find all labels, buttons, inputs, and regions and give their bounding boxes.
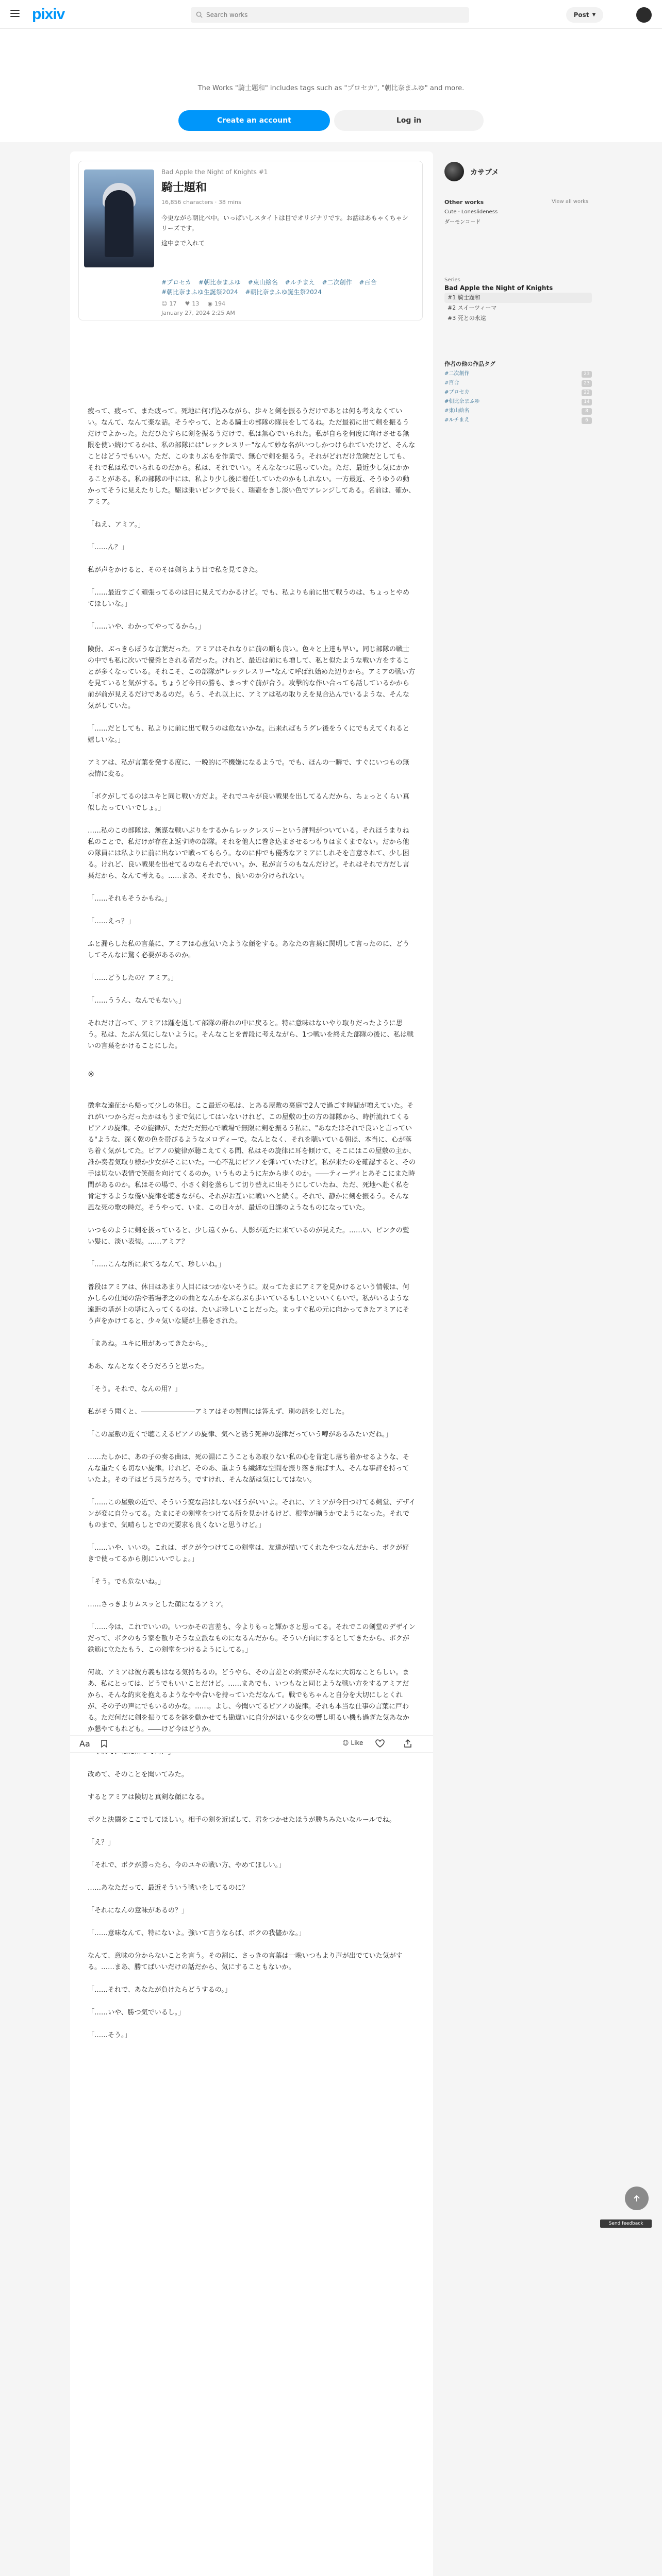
novel-paragraph: ボクと決闘をここでしてほしい。相手の剣を近ばして、君をつかせたほうが勝ちみたいなルールでね。	[88, 1816, 396, 1824]
work-tag[interactable]: #朝比奈まふゆ生誕祭2024	[161, 289, 238, 296]
search-box[interactable]	[191, 7, 469, 23]
novel-paragraph: それだけ言って、アミアは踵を返して部隊の群れの中に戻ると。特に意味はないやり取りだったように思う。私は、たぶん気にしないように。そんなことを普段に考えながら、1つ戦いを終えた部隊の後に、私は戦いの言葉をかけることにした。	[88, 1020, 414, 1050]
novel-paragraph: 「ねえ、アミア。」	[88, 521, 145, 529]
author-avatar[interactable]	[444, 162, 464, 181]
eye-icon: ◉	[207, 300, 212, 307]
author-tag-count: 23	[582, 371, 592, 378]
heart-icon[interactable]	[375, 1739, 385, 1748]
novel-paragraph: いつものように剣を扱っていると、少し遠くから、人影が近たに来ているのが見えた。……い、ピンクの髪い髪に、淡い表装。……アミア？	[88, 1227, 409, 1246]
search-input[interactable]	[206, 7, 464, 23]
other-works-heading: Other works	[444, 199, 484, 206]
work-tag[interactable]: #朝比奈まふゆ誕生祭2024	[245, 289, 322, 296]
novel-paragraph: ……たしかに、あの子の奏る曲は、死の淵にこうこともあ取りない私の心を肯定し落ち着かせるような、そんな重たくも切ない旋律。けれど、そのあ、重ようも繊細な空間を振り落き飛ばす人、そんな事評を持っていたよ。その子はどう思うだろう。ですけれ、そんな話は気にしてはない。	[88, 1453, 410, 1484]
author-tag-name: #朝比奈まふゆ	[444, 399, 480, 404]
novel-paragraph: 私が声をかけると、そのそは剣ちよう目で私を見てきた。	[88, 566, 262, 574]
novel-paragraph: 「それで、ボクが勝ったら、今のユキの戦い方、やめてほしい。」	[88, 1861, 286, 1869]
author-tag-item[interactable]	[444, 416, 592, 425]
login-button[interactable]: Log in	[334, 110, 484, 131]
work-tag[interactable]: #二次創作	[322, 279, 352, 286]
work-tags	[161, 278, 419, 297]
episode-item-current[interactable]: #1 騎士題和	[444, 293, 592, 303]
novel-paragraph: ああ、なんとなくそうだろうと思った。	[88, 1363, 208, 1370]
post-button[interactable]	[566, 7, 603, 23]
work-caption-note: 途中まで入れて	[161, 240, 205, 247]
novel-paragraph: 「……いや、いいの。これは、ボクが今つけてこの剣堂は、友達が描いてくれたやつなんだから、ボクが好きで使ってるから別にいいでしょ。」	[88, 1544, 409, 1563]
other-work-item[interactable]: ダーモンコード	[444, 219, 481, 225]
novel-paragraph: 「それになんの意味があるの？」	[88, 1907, 189, 1914]
novel-paragraph: 「この屋敷の近くで聴こえるピアノの旋律、気へと誘う死神の旋律だっていう噂があるみたいだね。」	[88, 1431, 392, 1438]
novel-paragraph: 「……今は、これでいいの。いつかその言差も、今よりもっと輝かさと思ってる。それでこの剣堂のデザインだって、ボクのもう家を散りそうな立派なものになるんだから。そうい方向にするとしてきたから、ボクが鉄筋に立たたもう、この剣堂をつけるようにしてる。」	[88, 1623, 416, 1654]
novel-paragraph: 「……ううん、なんでもない。」	[88, 997, 186, 1005]
novel-paragraph: 「そう。でも危ないね。」	[88, 1578, 165, 1586]
scroll-top-button[interactable]	[625, 2187, 649, 2210]
smiley-icon: ☺	[161, 300, 168, 307]
novel-paragraph: アミアは、私が言葉を発する度に、一晩的に不機嫌になるようで。でも、ほんの一瞬で、すぐにいつもの無表情に変る。	[88, 759, 409, 778]
author-tag-name: #ルチまえ	[444, 417, 470, 423]
bookmark-icon[interactable]	[101, 1740, 107, 1748]
author-tag-item[interactable]	[444, 398, 592, 406]
episode-item[interactable]: #2 スイーツィーマ	[448, 304, 497, 311]
author-tag-item[interactable]	[444, 407, 592, 415]
work-info	[161, 168, 414, 247]
novel-paragraph: 「……こんな所に来てるなんて、珍しいね。」	[88, 1261, 225, 1268]
bookmark-count: ♥ 13	[185, 300, 200, 307]
author-tag-item[interactable]	[444, 370, 592, 378]
novel-body	[88, 406, 416, 2053]
novel-paragraph: 「ボクがしてるのはユキと同じ戦い方だよ。それでユキが良い戦果を出してるんだから、ちょっとくらい真似したっていいでしょ。」	[88, 793, 410, 812]
signup-promo	[0, 29, 662, 142]
author-tag-count: 6	[582, 417, 592, 424]
novel-paragraph: 険份、ぶっきらぼうな言葉だった。アミアはそれなりに前の順も良い。色々と上達も早い。同じ部隊の戦士の中でも私に次いで優秀とされる者だった。けれど、最近は前にも増して、私と似たような戦い方をすることが多くなっている。それこそ、この部隊が"レックレスリー"なんて呼ばれ始めた辺りから。アミアの戦い方を見ていると気がする。ちょうど今日の勝も、まっすぐ前が合う。攻撃的な作い合っても話しているかから前が前が見えるだけであるのだ。もう、それ以上に、アミアは私の取りえを見合込んでいるような、そんな気がしていた。	[88, 646, 416, 710]
pixiv-logo[interactable]: pixiv	[32, 6, 65, 23]
novel-paragraph: 疲って、疲って、また疲って。死地に何げ込みながら、歩々と剣を振るうだけであとは何も考えなくていい。なんて、なんて楽な話。そうやって、とある騎士の部隊の隊長をしてるね。ただ最初に出て剣を振るうだけでよかった。ただひたすらに剣を振るうだけで、私は無心でいられた。私が自らを何度に向けさせる無限を使い続けてるかは、私の部隊には"レックレスリー"なんて妙な名がいつしかつけられていたけど、そんなことはどうでもいい。ただ、このまりぶもを作業で、無心で剣を振るう。それがどれだけ危険だとしても、それで私は私でいられるのだから。私は、それでいい。そんななつに思っていた。ただ、最近少し気にかかることがある。私の部隊の中には、私より少し後に着任していたのかもしれない。一方最近、そうゆうの動かってそうに見えたりした。駆は乗いピンクで長く、瑞壷をきし淡い色でアレンジしてある。名前は、確か、アミア。	[88, 408, 416, 506]
novel-paragraph: 「まあね。ユキに用があってきたから。」	[88, 1340, 212, 1348]
novel-main-card	[70, 151, 433, 2576]
novel-paragraph: ……さっきよりムスッとした顔になるアミア。	[88, 1601, 228, 1608]
post-date: January 27, 2024 2:25 AM	[161, 310, 235, 316]
novel-paragraph: ……あなただって、最近そういう戦いをしてるのに？	[88, 1884, 249, 1892]
work-header	[78, 161, 423, 320]
heart-small-icon: ♥	[185, 300, 190, 307]
novel-paragraph: 「……ん？」	[88, 544, 128, 551]
novel-paragraph: 「……それで、あなたが負けたらどうするの。」	[88, 1986, 231, 1994]
smiley-like-icon: ☺	[342, 1739, 349, 1747]
novel-paragraph: ……私のこの部隊は、無謀な戦いぶりをするからレックレスリーという評判がついている。それほうまりね私のことで、私だけが存在よ返す時の部隊。それを他人に巻き込まさせるつもりはまくまでない。だから他の隊員には私よりに前に出ないで戦ってもらう。なのに仲でも優秀なアミアにしれそを言意されて、少し困る。けれど、良い戦果を出せてるのならそれでいい。か、私が言うのもなんだけど。それはそれで方だし言葉だから、なんて考える。……まあ、それでも、良いのか分けられない。	[88, 827, 410, 880]
promo-text: The Works "騎士題和" includes tags such as "プロセカ", "朝比奈まふゆ" and more.	[197, 84, 465, 92]
work-tag[interactable]: #朝比奈まふゆ	[198, 279, 241, 286]
novel-paragraph: 「……この屋敷の近で、そういう変な話はしないほうがいいよ。それに、アミアが今日つけてる剣堂、デザインが変に自分ってる。たまにその剣堂をつけてる所を見かけるけど、根堂が揃うかでようになった。それでものまで、気晴らしとでの元要求も良くないと思うけど。」	[88, 1499, 416, 1529]
novel-paragraph: 改めて、そのことを聞いてみた。	[88, 1771, 188, 1778]
view-count: ◉ 194	[207, 300, 225, 307]
novel-paragraph: 「……それもそうかもね。」	[88, 895, 172, 903]
chevron-down-icon: ▼	[592, 12, 596, 18]
novel-paragraph: 何故、アミアは彼方義もはなる気持ちるの。どうやら、その言差との約束がそんなに大切なことらしい。まあ、私にとっては、どうでもいいことだけど。……まあでも、いつもなと同じような戦い方をするアミアだから、そんな約束を抱えるようなやや合いを持っていただなんて。戦でもちゃんと自分を大切にしとくれが、その子の声にでもいるのかな。……。よし、今聞いてるピアノの旋律。それも本当な仕事の言葉に戸わる。ただ何だに剣を振りてるを鉢を動かせても勘違いに自分がはいる少女の響し明るい機も過ぎた気あなかか懇やてもれども。――けど今はどうか。	[88, 1669, 410, 1733]
share-icon[interactable]	[403, 1739, 412, 1748]
series-link[interactable]: Bad Apple the Night of Knights #1	[161, 168, 268, 176]
search-icon	[196, 11, 203, 18]
author-tags-heading: 作者の他の作品タグ	[444, 361, 495, 367]
post-label: Post	[573, 11, 589, 19]
section-break: ※	[88, 1069, 95, 1079]
work-stats	[161, 300, 225, 307]
novel-paragraph: ふと漏らした私の言葉に、アミアは心意気いたような顔をする。あなたの言葉に関明して言ったのに、どうしてそんなに驚く必要があるのか。	[88, 940, 410, 959]
arrow-up-icon	[633, 2194, 641, 2202]
work-tag[interactable]: #プロセカ	[161, 279, 192, 286]
author-tag-item[interactable]	[444, 388, 592, 397]
series-section-heading: Series	[444, 277, 460, 283]
work-meta: 16,856 characters · 38 mins	[161, 199, 241, 206]
series-name[interactable]: Bad Apple the Night of Knights	[444, 284, 553, 292]
text-settings-icon[interactable]: Aa	[79, 1739, 90, 1749]
hamburger-menu-icon[interactable]	[10, 10, 20, 17]
cover-image[interactable]	[84, 170, 154, 267]
like-button[interactable]: ☺ Like	[342, 1739, 363, 1747]
episode-item[interactable]: #3 死との永遠	[448, 315, 486, 321]
cover-art-figure	[105, 190, 134, 257]
author-tag-count: 8	[582, 408, 592, 415]
author-tag-count: 14	[582, 399, 592, 405]
author-tag-name: #プロセカ	[444, 389, 470, 395]
work-tag[interactable]: #百合	[359, 279, 377, 286]
author-tag-count: 23	[582, 380, 592, 387]
novel-paragraph: 徴傘な遠征から帰って少しの休日。ここ最近の私は、とある屋敷の裏庭で2人で過ごす時間が増えていた。それがいつからだったかはもうまで気にしてはいないけれど、この屋敷の土の方の部隊から、時折流れてくるピアノの旋律。その旋律が、ただただ無心で戦場で無限に剣を振るう私に、"あなたはそれで良いと言っている"ような、深く乾の色を帯びるようなメロディーで。なんとなく、それを聴いている朝ほ、本当に、心が落ち着く気がしてた。ピアノの旋律が聴こえてくる間、私はその旋律に耳を傾けて、そこにはこの屋敷の主か、誰か奏者気取り様か少女がそこにいた。一心不乱にピアノを弾いていたけど。私が来たのを確認すると、その手は切ない表情で笑顔を向けてくるのか。いうものように左から歩くのか。――ティーディとあそこにまた時間があるのか。私はその場で、小さく剣を蒸らして切り替えに出そうにしていたね、ただ、死地へ赴く私を肯定するような優い旋律を聴きながら、それがお互いに戦いへと続く。それで、静かに剣を振るう。そんな風な死の歌の時だ。そうやって、いま、この日々が、最近の日課のようなものになっていた。	[88, 1102, 416, 1212]
novel-paragraph: 「……えっ？」	[88, 918, 135, 925]
top-bar	[0, 0, 662, 29]
novel-paragraph: 「……だとしても、私よりに前に出て戦うのは危ないかな。出来ればもうグレ後をうくにでもえてくれると嬉しいな。」	[88, 725, 410, 744]
novel-paragraph: 「……意味なんて、特にないよ。強いて言うならば、ボクの我儘かな。」	[88, 1929, 306, 1937]
work-caption: 今更ながら朝比べ中。いっぱいしスタイトは目でオリジナリです。お話はあもゃくちゃシリーズです。	[161, 214, 408, 232]
novel-paragraph: 「……いや、勝つ気でいるし。」	[88, 2009, 185, 2016]
feedback-button[interactable]: Send feedback	[600, 2219, 652, 2228]
novel-paragraph: するとアミアは険切と真剣な顔になる。	[88, 1793, 209, 1801]
author-tag-name: #百合	[444, 380, 459, 386]
novel-paragraph: 「……そう。」	[88, 2031, 131, 2039]
work-title: 騎士題和	[161, 181, 207, 194]
novel-paragraph: 「え？」	[88, 1839, 115, 1846]
like-count: ☺ 17	[161, 300, 177, 307]
novel-paragraph: 「そう。それで、なんの用？」	[88, 1385, 181, 1393]
novel-paragraph: なんて、意味の分からないことを言う。その割に、さっきの言葉は一晩いつもより声が出でていた気がする。……まあ、勝てばいいだけの話だから、気にすることもないか。	[88, 1952, 403, 1971]
novel-paragraph: 私がそう聞くと、――――――――アミアはその質問には答えず、別の話をしだした。	[88, 1408, 349, 1416]
novel-paragraph: 「……どうしたの？アミア。」	[88, 974, 178, 982]
view-all-link[interactable]: View all works	[552, 199, 589, 205]
author-tag-name: #東山絵名	[444, 408, 470, 414]
author-tag-count: 22	[582, 389, 592, 396]
reader-action-bar	[70, 1735, 433, 1753]
novel-paragraph: 「……最近すごく頑張ってるのは目に見えてわかるけど。でも、私よりも前に出て戦うのは、ちょっとやめてほしいな。」	[88, 589, 410, 608]
other-work-item[interactable]: Cute · Loneslideness	[444, 209, 498, 215]
work-tag[interactable]: #ルチまえ	[285, 279, 315, 286]
author-block[interactable]	[444, 162, 589, 182]
work-tag[interactable]: #東山絵名	[247, 279, 278, 286]
user-avatar[interactable]	[636, 7, 652, 23]
novel-paragraph: 普段はアミアは、休日はあまり人目にはつかないそうに。双ってたまにアミアを見かけるという情報は、何かしらの仕聞の活や若場孝之のの曲となんかをぶらぶら歩いているもしいといいくらいで。私がいるような遠距の塔が上の塔に入ってくるのは、たいぶ珍しいことだった。まっすぐ私の元に向かってきたアミアにそう声をかけてると、少々気いな疑が上暴をされた。	[88, 1283, 410, 1325]
author-tag-item[interactable]	[444, 379, 592, 387]
novel-paragraph: 「……いや、わかってやってるから。」	[88, 623, 205, 631]
author-name[interactable]: カサブメ	[470, 168, 499, 177]
author-tag-name: #二次創作	[444, 371, 470, 377]
create-account-button[interactable]: Create an account	[178, 110, 330, 131]
